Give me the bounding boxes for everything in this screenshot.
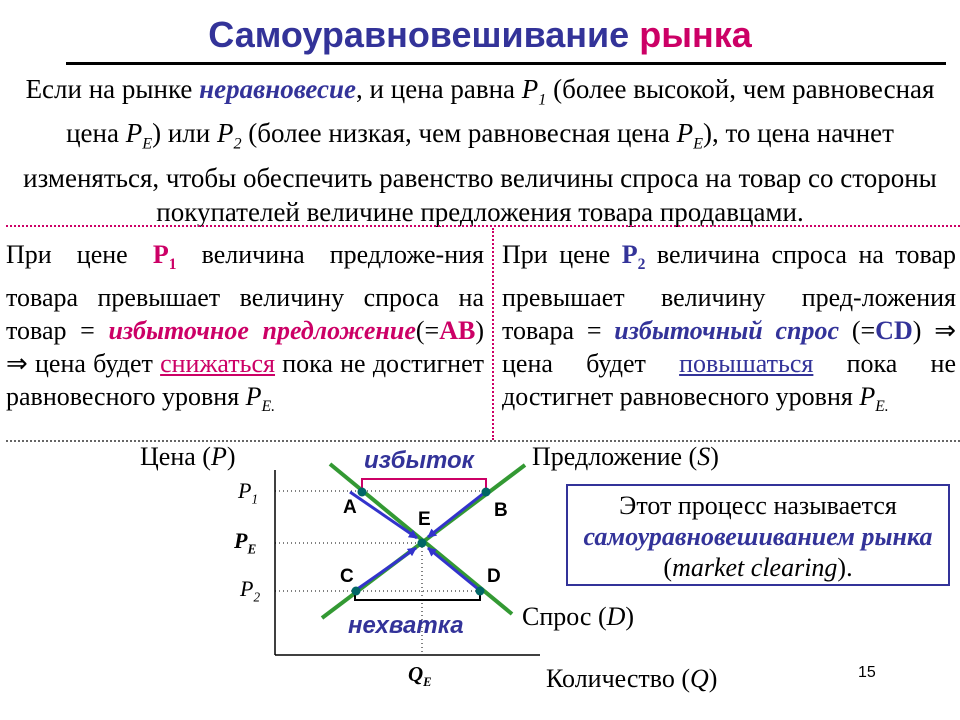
demand-label: Спрос (D) <box>522 602 635 631</box>
intro-text-5: (более низкая, чем равновесная цена <box>241 118 677 149</box>
intro-text-3: (более высокой, чем равновесная цена <box>66 74 935 149</box>
intro-pe: $P_E$ <box>125 118 153 153</box>
x-axis-label: Количество (Q) <box>546 664 718 693</box>
left-p1: $P_1$ <box>152 240 177 274</box>
arrow-b-to-e <box>428 493 484 537</box>
right-pe: $P_{E.}$ <box>859 382 889 416</box>
y-axis-label: Цена (P) <box>140 442 236 471</box>
point-a-dot <box>358 488 367 497</box>
segment-cd: CD <box>875 316 913 346</box>
arrow-a-to-e <box>350 492 417 538</box>
p1-tick-label: $P_1$ <box>238 478 259 507</box>
term-market-clearing: market clearing <box>672 553 838 582</box>
page-number: 15 <box>858 664 876 681</box>
term-increase: повышаться <box>679 349 814 379</box>
term-excess-demand: избыточный спрос <box>614 316 840 346</box>
excess-demand-text: При цене $P_2$ величина спроса на товар превышает величину пред-ложения товара = избыточный спрос (=CD) ⇒ цена будет повышаться пока не достигнет равновесного уровня $P_{E.}$ <box>502 240 956 416</box>
excess-supply-text: При цене $P_1$ величина предложе-ния товара превышает величину спроса на товар = избыточное предложение(=AB) ⇒ цена будет снижаться пока не достигнет равновесного уровня $P_{E.}$ <box>6 240 484 416</box>
intro-p2: $P_2$ <box>216 118 242 153</box>
term-self-equilibration: самоуравновешиванием рынка <box>583 522 933 551</box>
point-e-dot <box>418 539 427 548</box>
intro-text-2: , и цена равна <box>356 74 522 104</box>
p2-tick-label: $P_2$ <box>240 576 261 605</box>
intro-p1: $P_1$ <box>521 74 547 109</box>
market-clearing-callout: Этот процесс называется самоуравновешиванием рынка (market clearing). <box>566 484 950 586</box>
point-d-dot <box>476 587 485 596</box>
point-d-label: D <box>487 566 501 587</box>
intro-term-disequilibrium: неравновесие <box>199 74 357 104</box>
title-main: Самоуравновешивание <box>208 14 630 55</box>
point-e-label: E <box>418 509 431 530</box>
point-b-dot <box>482 488 491 497</box>
supply-label: Предложение (S) <box>532 442 719 471</box>
pe-tick-label: $P_E$ <box>234 528 257 557</box>
point-a-label: A <box>343 497 357 518</box>
intro-text-1: Если на рынке <box>25 74 200 104</box>
surplus-bracket <box>362 479 486 492</box>
intro-text-4: ) или <box>152 118 217 149</box>
intro-text-6: ), то цена начнет изменяться, чтобы обеспечить равенство величины спроса на товар со стороны покупателей величине предложения товара продавцами. <box>23 118 937 227</box>
point-c-label: C <box>340 566 354 587</box>
term-decrease: снижаться <box>160 349 276 379</box>
arrow-d-to-e <box>428 548 478 589</box>
right-p2: $P_2$ <box>621 240 646 274</box>
intro-pe-2: $P_E$ <box>676 118 703 153</box>
shortage-label: нехватка <box>348 612 464 639</box>
left-pe: $P_{E.}$ <box>245 382 275 416</box>
point-b-label: B <box>494 500 508 521</box>
segment-ab: AB <box>439 316 476 346</box>
qe-tick-label: $Q_E$ <box>408 662 432 690</box>
arrow-c-to-e <box>356 548 416 590</box>
term-excess-supply: избыточное предложение <box>108 316 416 346</box>
surplus-label: избыток <box>364 447 474 474</box>
title-accent: рынка <box>639 14 752 55</box>
shortage-bracket <box>355 588 480 600</box>
